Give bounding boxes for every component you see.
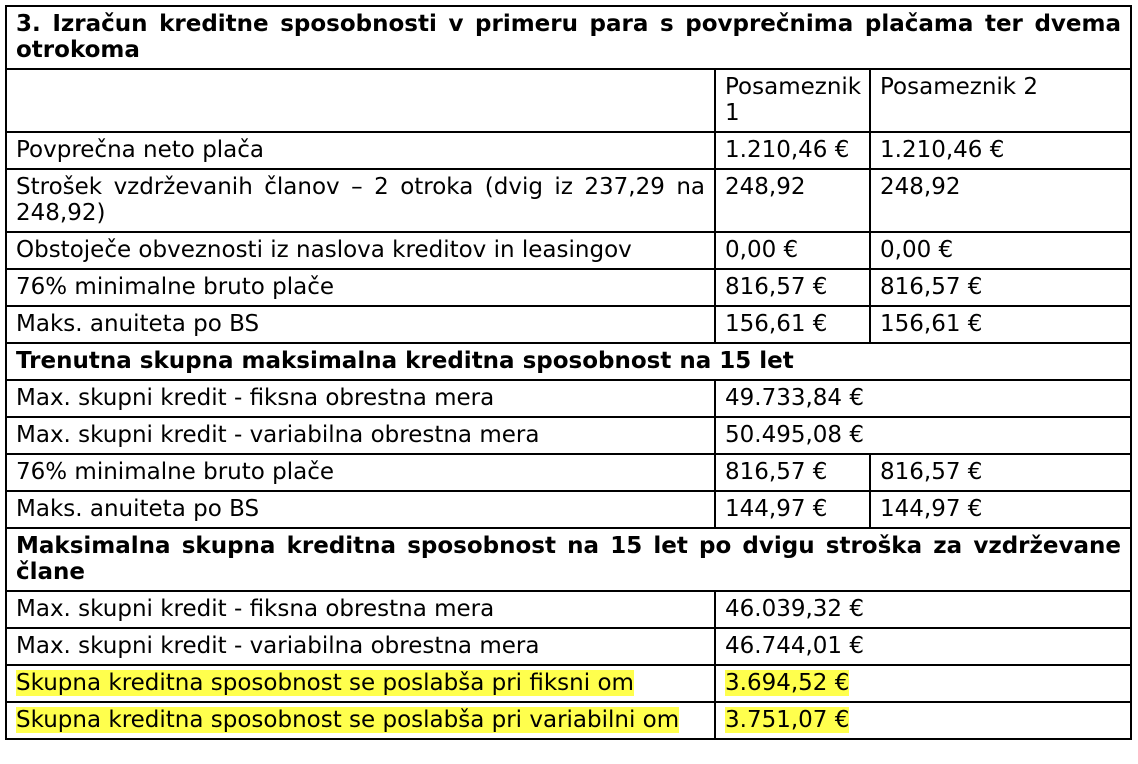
table-row xyxy=(6,169,1131,232)
table-row xyxy=(6,269,1131,306)
value-person-2: 0,00 € xyxy=(870,232,1131,269)
table-row xyxy=(6,454,1131,491)
table-row xyxy=(6,306,1131,343)
highlighted-value: 3.694,52 € xyxy=(725,670,850,696)
value-person-1: 248,92 xyxy=(715,169,870,232)
row-label: 76% minimalne bruto plače xyxy=(6,269,715,306)
table-row-highlighted xyxy=(6,702,1131,739)
highlighted-label: Skupna kreditna sposobnost se poslabša pri variabilni om xyxy=(16,707,680,733)
section-heading-after: Maksimalna skupna kreditna sposobnost na 15 let po dvigu stroška za vzdrževane člane xyxy=(6,528,1131,591)
row-label xyxy=(6,665,715,702)
row-label: Max. skupni kredit - fiksna obrestna mera xyxy=(6,591,715,628)
table-title: 3. Izračun kreditne sposobnosti v primeru para s povprečnima plačama ter dvema otrokoma xyxy=(6,6,1131,69)
value-person-2: 144,97 € xyxy=(870,491,1131,528)
title-row xyxy=(6,6,1131,69)
row-label: Maks. anuiteta po BS xyxy=(6,306,715,343)
row-value: 46.039,32 € xyxy=(715,591,1131,628)
highlighted-label: Skupna kreditna sposobnost se poslabša pri fiksni om xyxy=(16,670,634,696)
value-person-1: 144,97 € xyxy=(715,491,870,528)
header-person-2: Posameznik 2 xyxy=(870,69,1131,132)
credit-capacity-table xyxy=(5,5,1132,740)
header-person-1: Posameznik 1 xyxy=(715,69,870,132)
section-heading-row xyxy=(6,528,1131,591)
row-value xyxy=(715,665,1131,702)
value-person-2: 816,57 € xyxy=(870,454,1131,491)
table-row xyxy=(6,417,1131,454)
row-value: 46.744,01 € xyxy=(715,628,1131,665)
row-label xyxy=(6,702,715,739)
table-row xyxy=(6,628,1131,665)
row-value: 49.733,84 € xyxy=(715,380,1131,417)
row-label: Max. skupni kredit - variabilna obrestna mera xyxy=(6,417,715,454)
table-row xyxy=(6,232,1131,269)
value-person-2: 248,92 xyxy=(870,169,1131,232)
table-row xyxy=(6,591,1131,628)
row-label: Max. skupni kredit - variabilna obrestna mera xyxy=(6,628,715,665)
value-person-2: 816,57 € xyxy=(870,269,1131,306)
table-row xyxy=(6,380,1131,417)
row-label: Maks. anuiteta po BS xyxy=(6,491,715,528)
value-person-1: 156,61 € xyxy=(715,306,870,343)
row-label: Povprečna neto plača xyxy=(6,132,715,169)
row-label: Max. skupni kredit - fiksna obrestna mera xyxy=(6,380,715,417)
table-row-highlighted xyxy=(6,665,1131,702)
row-value: 50.495,08 € xyxy=(715,417,1131,454)
header-row xyxy=(6,69,1131,132)
row-value xyxy=(715,702,1131,739)
row-label: Obstoječe obveznosti iz naslova kreditov in leasingov xyxy=(6,232,715,269)
section-heading-row xyxy=(6,343,1131,380)
row-label: Strošek vzdrževanih članov – 2 otroka (dvig iz 237,29 na 248,92) xyxy=(6,169,715,232)
section-heading-current: Trenutna skupna maksimalna kreditna sposobnost na 15 let xyxy=(6,343,1131,380)
value-person-1: 0,00 € xyxy=(715,232,870,269)
table-row xyxy=(6,132,1131,169)
value-person-1: 816,57 € xyxy=(715,269,870,306)
header-blank-cell xyxy=(6,69,715,132)
value-person-2: 1.210,46 € xyxy=(870,132,1131,169)
value-person-2: 156,61 € xyxy=(870,306,1131,343)
value-person-1: 816,57 € xyxy=(715,454,870,491)
value-person-1: 1.210,46 € xyxy=(715,132,870,169)
row-label: 76% minimalne bruto plače xyxy=(6,454,715,491)
table-row xyxy=(6,491,1131,528)
highlighted-value: 3.751,07 € xyxy=(725,707,850,733)
